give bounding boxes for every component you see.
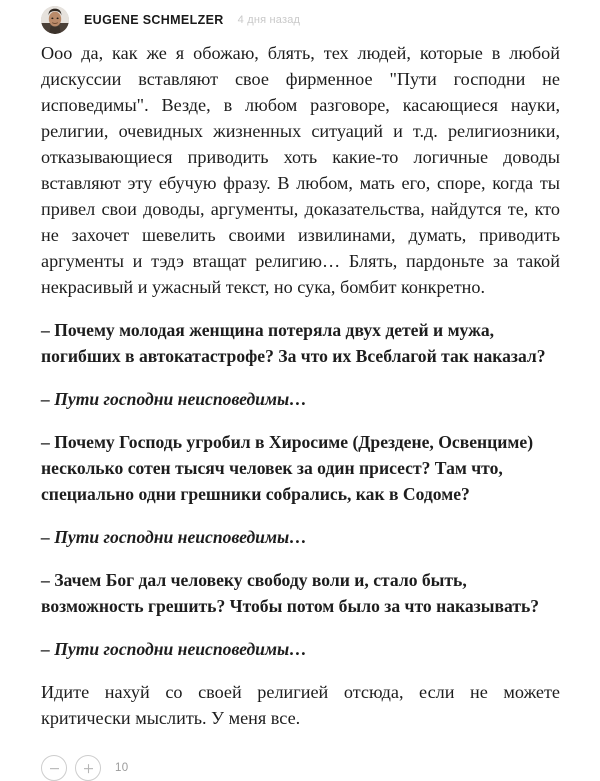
- author-name[interactable]: EUGENE SCHMELZER: [84, 13, 224, 27]
- post-paragraph-refrain: – Пути господни неисповедимы…: [41, 527, 307, 547]
- avatar[interactable]: [41, 6, 69, 34]
- minus-icon: [49, 763, 60, 774]
- post-paragraph-refrain: – Пути господни неисповедимы…: [41, 389, 307, 409]
- post-footer: [0, 755, 600, 781]
- post-paragraph-refrain: – Пути господни неисповедимы…: [41, 639, 307, 659]
- downvote-button[interactable]: [41, 755, 67, 781]
- post-header: [0, 0, 600, 40]
- post-timestamp: 4 дня назад: [237, 14, 301, 26]
- plus-icon: [83, 763, 94, 774]
- upvote-button[interactable]: [75, 755, 101, 781]
- vote-count: 10: [115, 762, 129, 774]
- post-paragraph: Идите нахуй со своей религией отсюда, если не можете критически мыслить. У меня все.: [41, 682, 560, 728]
- post-paragraph-question: – Зачем Бог дал человеку свободу воли и, стало быть, возможность грешить? Чтобы потом было за что наказывать?: [41, 570, 540, 616]
- post-paragraph-question: – Почему Господь угробил в Хиросиме (Дрездене, Освенциме) несколько сотен тысяч человек за один присест? Там что, специально одни грешники собрались, как в Содоме?: [41, 432, 534, 504]
- post-paragraph: Ооо да, как же я обожаю, блять, тех людей, которые в любой дискуссии вставляют свое фирменное "Пути господни не исповедимы". Везде, в любом разговоре, касающиеся науки, религии, очевидных жизненных ситуаций и т.д. религиозники, отказывающиеся приводить хоть какие-то логичные доводы вставляют эту ебучую фразу. В любом, мать его, споре, когда ты привел свои доводы, аргументы, доказательства, найдутся те, кто не захочет шевелить своими извилинами, думать, приводить аргументы и тэдэ втащат религию… Блять, пардоньте за такой некрасивый и ужасный текст, но сука, бомбит конкретно.: [41, 43, 560, 297]
- post-body: [0, 40, 600, 731]
- post-paragraph-question: – Почему молодая женщина потеряла двух детей и мужа, погибших в автокатастрофе? За что их Всеблагой так наказал?: [41, 320, 546, 366]
